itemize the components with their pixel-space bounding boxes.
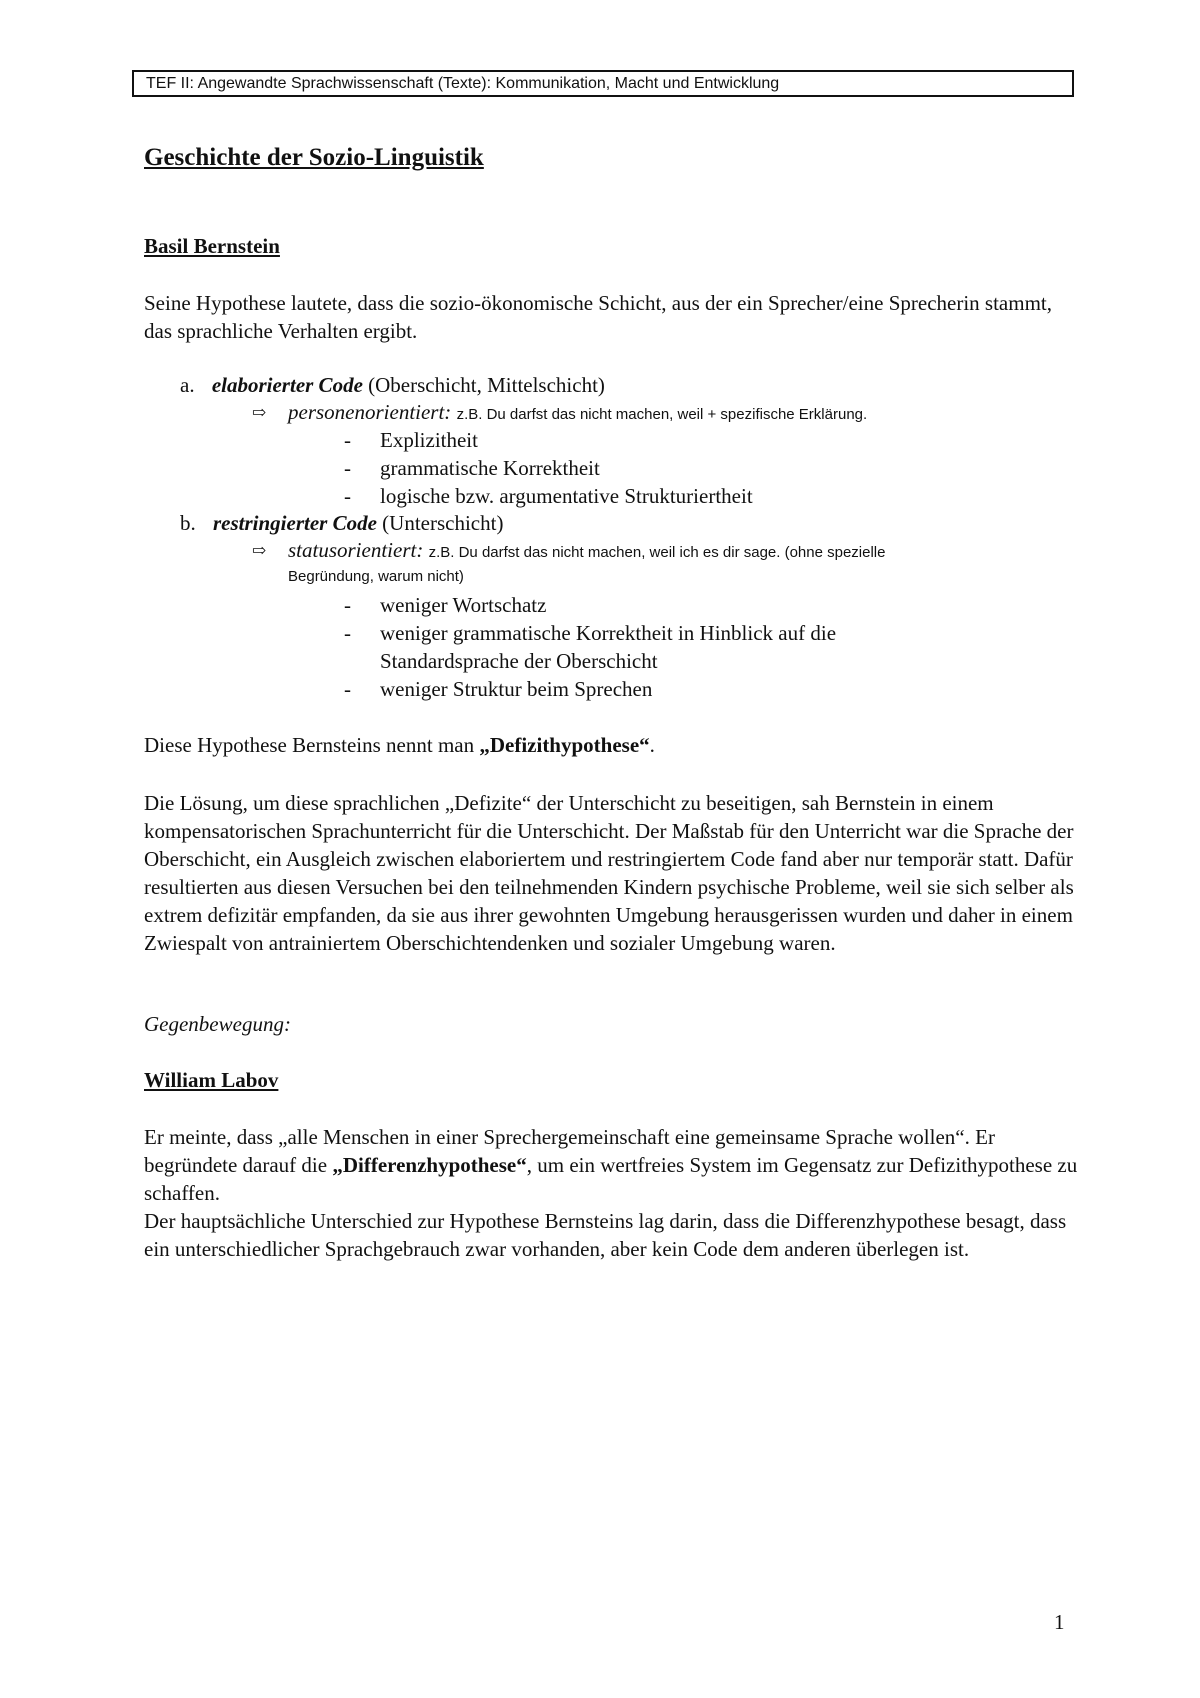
dash-icon: - <box>344 428 351 452</box>
labov-p1-suffix: , um ein wertfreies System im Gegensatz zur Defizithypothese zu schaffen. <box>144 1153 1078 1205</box>
orientation-line-b <box>288 538 886 563</box>
list-marker: b. <box>180 511 196 535</box>
page-title: Geschichte der Sozio-Linguistik <box>144 144 484 171</box>
list-item-a <box>180 373 605 398</box>
code-name: elaborierter Code <box>211 373 363 397</box>
dash-icon: - <box>344 484 351 508</box>
arrow-icon: ⇨ <box>252 541 267 560</box>
bernstein-intro: Seine Hypothese lautete, dass die sozio-ökonomische Schicht, aus der ein Sprecher/eine Sprecherin stammt, das sprachliche Verhalten ergibt. <box>144 291 1052 343</box>
orientation-example: z.B. Du darfst das nicht machen, weil ich es dir sage. (ohne spezielle <box>428 544 886 561</box>
orientation-example-cont: Begründung, warum nicht) <box>288 568 464 585</box>
labov-paragraph-1 <box>144 1123 1084 1207</box>
document-header <box>132 70 1074 97</box>
dash-icon: - <box>344 456 351 480</box>
hypothesis-prefix: Diese Hypothese Bernsteins nennt man <box>144 733 480 757</box>
labov-p1-prefix: Er meinte, dass „alle Menschen in einer Sprechergemeinschaft eine gemeinsame Sprache wollen“. Er begründete darauf die <box>144 1125 995 1177</box>
code-context: (Unterschicht) <box>382 511 504 535</box>
labov-p1-bold: „Differenzhypothese“ <box>332 1153 527 1177</box>
feature-item: weniger grammatische Korrektheit in Hinblick auf die <box>380 621 837 645</box>
dash-icon: - <box>344 621 351 645</box>
dash-icon: - <box>344 593 351 617</box>
orientation-label: statusorientiert: <box>288 538 424 562</box>
orientation-example: z.B. Du darfst das nicht machen, weil + spezifische Erklärung. <box>456 406 868 423</box>
list-marker: a. <box>180 373 195 397</box>
hypothesis-suffix: . <box>649 733 655 757</box>
feature-item: weniger Struktur beim Sprechen <box>380 677 653 701</box>
feature-item: logische bzw. argumentative Strukturiertheit <box>380 484 753 508</box>
orientation-line-a <box>288 400 867 425</box>
gegenbewegung-label: Gegenbewegung: <box>144 1012 291 1036</box>
section-heading-labov: William Labov <box>144 1068 279 1092</box>
header-text: TEF II: Angewandte Sprachwissenschaft (Texte): Kommunikation, Macht und Entwicklung <box>146 75 780 92</box>
arrow-icon: ⇨ <box>252 403 267 422</box>
bernstein-solution: Die Lösung, um diese sprachlichen „Defizite“ der Unterschicht zu beseitigen, sah Bernstein in einem kompensatorischen Sprachunterricht für die Unterschicht. Der Maßstab für den Unterricht war die Sprache der Oberschicht, ein Ausgleich zwischen elaboriertem und restringiertem Code fand aber nur temporär statt. Dafür resultierten aus diesen Versuchen bei den teilnehmenden Kindern psychische Probleme, weil sie sich selber als extrem defizitär empfanden, da sie aus ihrer gewohnten Umgebung herausgerissen wurden und daher in einem Zwiespalt von antrainiertem Oberschichtendenken und sozialer Umgebung waren. <box>144 791 1074 955</box>
list-item-b <box>180 511 503 536</box>
feature-item: grammatische Korrektheit <box>380 456 600 480</box>
section-heading-bernstein: Basil Bernstein <box>144 234 280 258</box>
code-name: restringierter Code <box>213 511 377 535</box>
orientation-label: personenorientiert: <box>288 400 452 424</box>
hypothesis-name: „Defizithypothese“ <box>479 733 650 757</box>
feature-item: weniger Wortschatz <box>380 593 547 617</box>
feature-item: Explizitheit <box>380 428 478 452</box>
dash-icon: - <box>344 677 351 701</box>
hypothesis-line <box>144 733 655 758</box>
code-context: (Oberschicht, Mittelschicht) <box>368 373 605 397</box>
labov-paragraph-2: Der hauptsächliche Unterschied zur Hypothese Bernsteins lag darin, dass die Differenzhypothese besagt, dass ein unterschiedlicher Sprachgebrauch zwar vorhanden, aber kein Code dem anderen überlegen ist. <box>144 1209 1067 1261</box>
feature-item-cont: Standardsprache der Oberschicht <box>380 649 658 673</box>
page-number: 1 <box>1054 1610 1065 1634</box>
